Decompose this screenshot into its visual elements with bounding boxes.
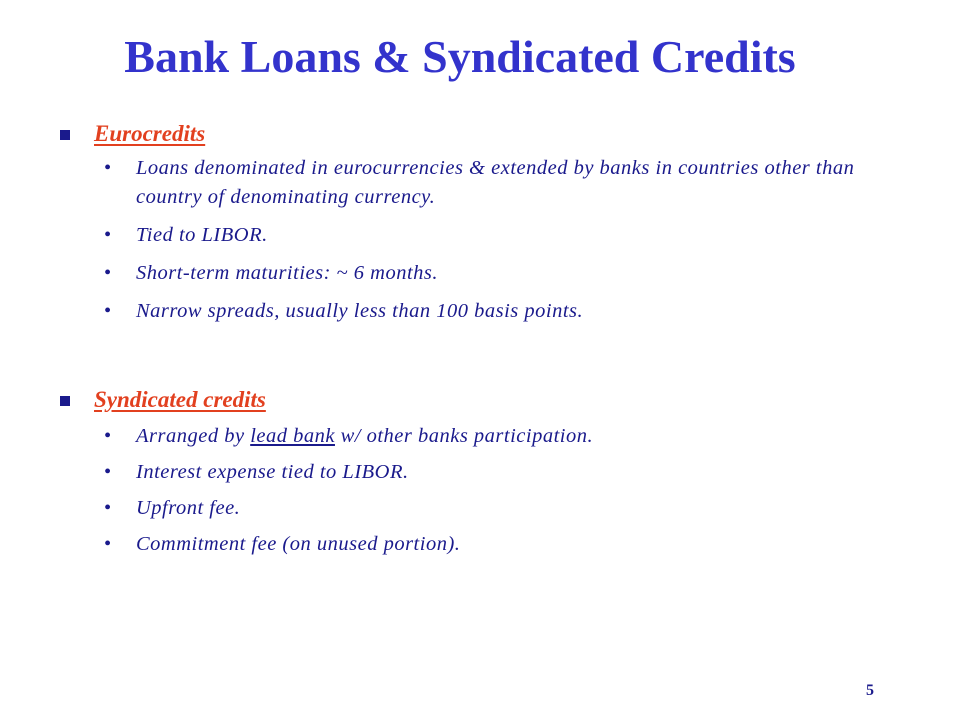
bullet-dot-icon: • — [104, 300, 112, 322]
list-item — [58, 494, 918, 523]
list-item — [58, 259, 918, 288]
section-heading: Eurocredits — [94, 121, 206, 146]
bullet-list — [58, 422, 918, 559]
list-item-text: Loans denominated in eurocurrencies & extended by banks in countries other than country of denominating currency. — [136, 157, 855, 208]
section-header — [58, 384, 918, 416]
list-item-text: Short-term maturities: ~ 6 months. — [136, 262, 438, 284]
square-bullet-icon — [60, 396, 70, 406]
bullet-dot-icon: • — [104, 497, 112, 519]
slide-title: Bank Loans & Syndicated Credits — [124, 31, 796, 82]
square-bullet-icon — [60, 130, 70, 140]
list-item — [58, 297, 918, 326]
bullet-dot-icon: • — [104, 262, 112, 284]
list-item-text-after: w/ other banks participation. — [334, 425, 594, 447]
list-item-text: Tied to LIBOR. — [136, 224, 268, 246]
list-item — [58, 422, 918, 451]
list-item-text: Upfront fee. — [136, 497, 241, 519]
list-item-text: Interest expense tied to LIBOR. — [136, 461, 409, 483]
list-item-text: Narrow spreads, usually less than 100 basis points. — [136, 300, 584, 322]
list-item-text-before: Arranged by — [136, 425, 251, 447]
section-eurocredits — [58, 118, 918, 335]
section-syndicated-credits — [58, 384, 918, 566]
list-item — [58, 221, 918, 250]
page-number: 5 — [866, 682, 874, 699]
list-item — [58, 530, 918, 559]
bullet-dot-icon: • — [104, 461, 112, 483]
bullet-dot-icon: • — [104, 533, 112, 555]
underlined-term: lead bank — [250, 425, 335, 447]
list-item-text — [136, 425, 593, 447]
list-item-text: Commitment fee (on unused portion). — [136, 533, 461, 555]
list-item — [58, 154, 918, 212]
bullet-dot-icon: • — [104, 224, 112, 246]
bullet-list — [58, 154, 918, 326]
section-heading: Syndicated credits — [94, 387, 266, 412]
section-header — [58, 118, 918, 150]
list-item — [58, 458, 918, 487]
bullet-dot-icon: • — [104, 425, 112, 447]
bullet-dot-icon: • — [104, 157, 112, 179]
